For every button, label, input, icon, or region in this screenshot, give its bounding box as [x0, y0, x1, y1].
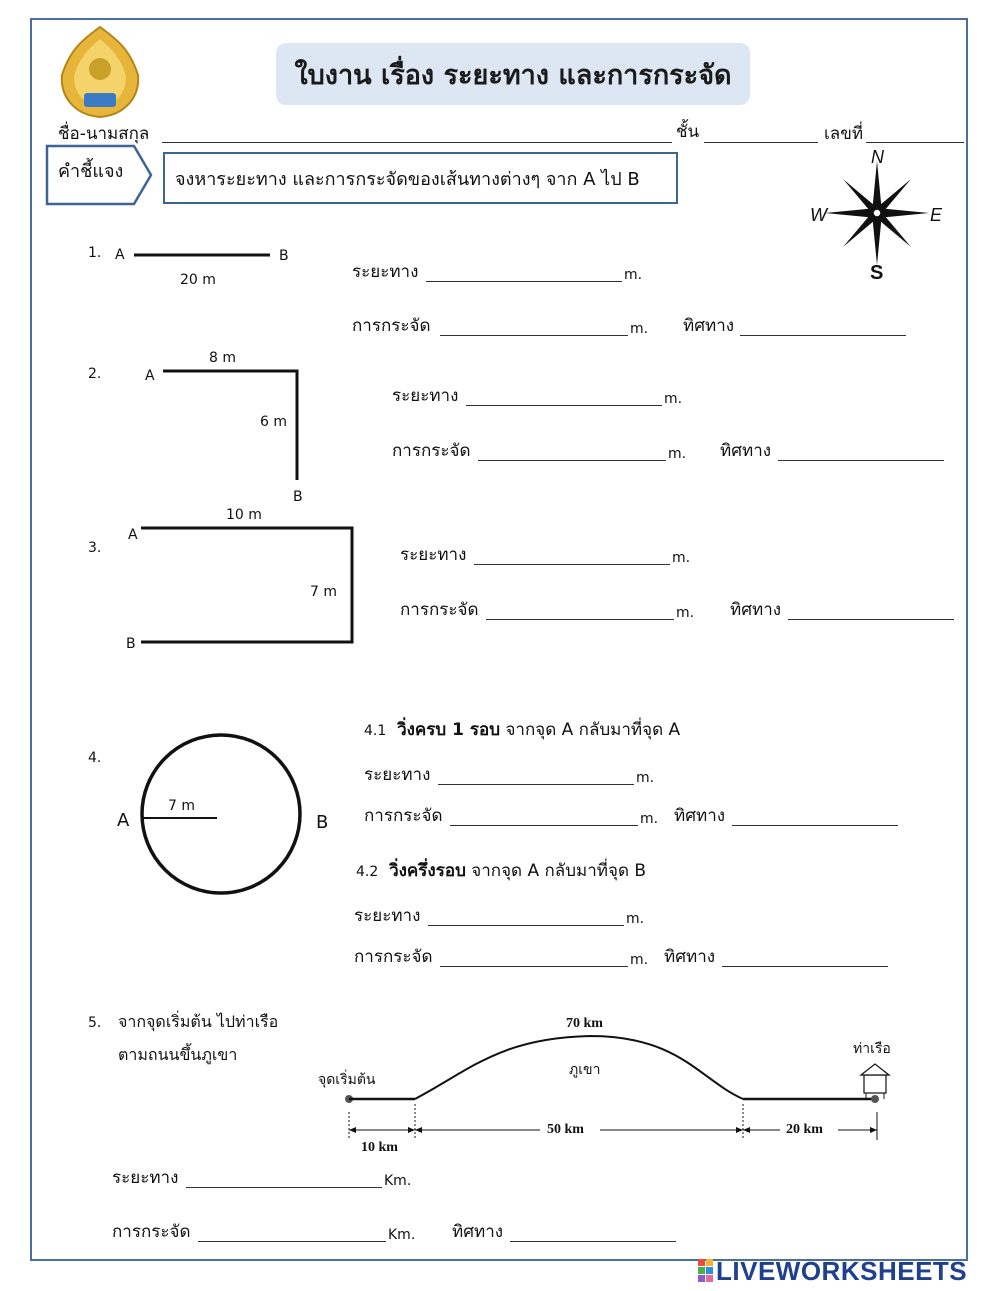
- q5-direction-label: ทิศทาง: [452, 1222, 504, 1242]
- q5-mountain-label: ภูเขา: [569, 1062, 601, 1078]
- number-label: เลขที่: [824, 124, 864, 144]
- q3-point-b: B: [126, 636, 136, 652]
- q2-top-length: 8 m: [209, 350, 236, 366]
- q2-direction-label: ทิศทาง: [720, 441, 772, 461]
- q5-displacement-label: การกระจัด: [112, 1222, 191, 1242]
- q3-number: 3.: [88, 540, 102, 556]
- q42-direction-label: ทิศทาง: [664, 947, 716, 967]
- q2-distance-label: ระยะทาง: [392, 386, 459, 406]
- q2-displacement-unit: m.: [668, 446, 687, 462]
- q4-point-b: B: [316, 812, 329, 833]
- q5-start-label: จุดเริ่มต้น: [318, 1072, 376, 1088]
- compass-east: E: [930, 205, 943, 225]
- q5-seg3-length: 20 km: [786, 1122, 823, 1137]
- q4-part2-bold: วิ่งครึ่งรอบ: [389, 861, 466, 881]
- q4-number: 4.: [88, 750, 102, 766]
- q42-displacement-label: การกระจัด: [354, 947, 433, 967]
- q3-direction-label: ทิศทาง: [730, 600, 782, 620]
- q3-side-length: 7 m: [310, 584, 337, 600]
- class-label: ชั้น: [676, 122, 700, 142]
- q41-direction-label: ทิศทาง: [674, 806, 726, 826]
- q41-displacement-label: การกระจัด: [364, 806, 443, 826]
- q41-displacement-unit: m.: [640, 811, 659, 827]
- q4-part2-text: จากจุด A กลับมาที่จุด B: [471, 861, 647, 881]
- q5-line2: ตามถนนขึ้นภูเขา: [118, 1045, 238, 1064]
- q3-distance-unit: m.: [672, 550, 691, 566]
- q3-top-length: 10 m: [226, 507, 262, 523]
- instruction-label: คำชี้แจง: [58, 161, 124, 182]
- q5-displacement-unit: Km.: [388, 1227, 416, 1243]
- q42-distance-label: ระยะทาง: [354, 906, 421, 926]
- q4-part1-text: จากจุด A กลับมาที่จุด A: [505, 720, 681, 740]
- q1-displacement-label: การกระจัด: [352, 316, 431, 336]
- q5-seg2-length: 50 km: [547, 1122, 584, 1137]
- q5-line1: จากจุดเริ่มต้น ไปท่าเรือ: [118, 1012, 279, 1031]
- q2-displacement-label: การกระจัด: [392, 441, 471, 461]
- q1-number: 1.: [88, 245, 102, 261]
- q5-number: 5.: [88, 1015, 102, 1031]
- q2-side-length: 6 m: [260, 414, 287, 430]
- q1-distance-label: ระยะทาง: [352, 262, 419, 282]
- q2-distance-unit: m.: [664, 391, 683, 407]
- q3-displacement-label: การกระจัด: [400, 600, 479, 620]
- q1-length: 20 m: [180, 272, 216, 288]
- page-title: ใบงาน เรื่อง ระยะทาง และการกระจัด: [276, 43, 750, 105]
- q41-distance-unit: m.: [636, 770, 655, 786]
- instruction-text: จงหาระยะทาง และการกระจัดของเส้นทางต่างๆ จาก A ไป B: [175, 168, 640, 190]
- q5-distance-label: ระยะทาง: [112, 1168, 179, 1188]
- compass-west: W: [810, 205, 827, 225]
- q4-point-a: A: [117, 810, 130, 831]
- name-label: ชื่อ-นามสกุล: [58, 124, 150, 144]
- q42-distance-unit: m.: [626, 911, 645, 927]
- liveworksheets-brand: LIVEWORKSHEETS: [716, 1256, 968, 1286]
- q3-point-a: A: [128, 527, 138, 543]
- q4-part1-bold: วิ่งครบ 1 รอบ: [397, 720, 501, 740]
- q1-point-a: A: [115, 247, 125, 263]
- compass-north: N: [871, 147, 884, 167]
- q3-displacement-unit: m.: [676, 605, 695, 621]
- q5-seg1-length: 10 km: [361, 1140, 398, 1155]
- q42-displacement-unit: m.: [630, 952, 649, 968]
- q2-point-b: B: [293, 489, 303, 505]
- q1-point-b: B: [279, 248, 289, 264]
- q4-part1-number: 4.1: [364, 723, 387, 739]
- q1-distance-unit: m.: [624, 267, 643, 283]
- q4-part2-number: 4.2: [356, 864, 379, 880]
- q2-point-a: A: [145, 368, 155, 384]
- q3-distance-label: ระยะทาง: [400, 545, 467, 565]
- q5-arc-length: 70 km: [566, 1016, 603, 1031]
- q1-displacement-unit: m.: [630, 321, 649, 337]
- q1-direction-label: ทิศทาง: [683, 316, 735, 336]
- compass-south: S: [870, 262, 884, 284]
- q2-number: 2.: [88, 366, 102, 382]
- q4-radius: 7 m: [168, 798, 195, 814]
- q5-distance-unit: Km.: [384, 1173, 412, 1189]
- q5-port-label: ท่าเรือ: [853, 1041, 891, 1057]
- q41-distance-label: ระยะทาง: [364, 765, 431, 785]
